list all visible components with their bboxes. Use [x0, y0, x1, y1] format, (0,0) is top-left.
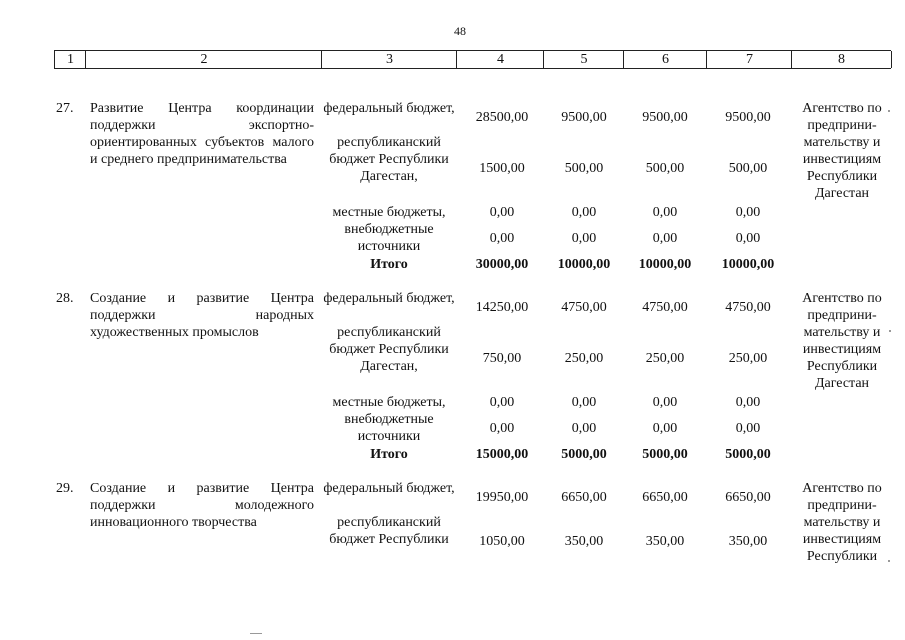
value-cell: 0,00	[652, 395, 678, 410]
value-cell: 0,00	[652, 421, 678, 436]
source-extrabudgetary: внебюджетные источники	[344, 222, 434, 254]
scan-speck	[250, 633, 262, 634]
value-cell: 0,00	[571, 421, 597, 436]
value-cell: 14250,00	[475, 300, 529, 315]
value-cell: 6650,00	[725, 490, 771, 505]
value-cell: 250,00	[728, 351, 768, 366]
value-cell: 500,00	[645, 161, 685, 176]
value-cell: 0,00	[571, 205, 597, 220]
row-number: 29.	[56, 481, 74, 496]
scan-speck	[888, 560, 890, 562]
value-cell: 0,00	[652, 231, 678, 246]
source-extrabudgetary: внебюджетные источники	[344, 412, 434, 444]
source-republican: республиканский бюджет Республики Дагестан,	[329, 135, 449, 184]
total-label: Итого	[370, 257, 408, 272]
total-value: 10000,00	[638, 257, 692, 272]
event-title: Создание и развитие Центра поддержки народных художественных промыслов	[90, 291, 314, 340]
value-cell: 1050,00	[479, 534, 525, 549]
value-cell: 0,00	[735, 205, 761, 220]
value-cell: 0,00	[571, 231, 597, 246]
value-cell: 9500,00	[642, 110, 688, 125]
column-header-7: 7	[706, 51, 792, 68]
value-cell: 350,00	[645, 534, 685, 549]
value-cell: 0,00	[489, 231, 515, 246]
value-cell: 500,00	[728, 161, 768, 176]
value-cell: 350,00	[728, 534, 768, 549]
value-cell: 19950,00	[475, 490, 529, 505]
column-header-5: 5	[543, 51, 624, 68]
table-header	[54, 50, 891, 69]
value-cell: 4750,00	[725, 300, 771, 315]
event-title: Создание и развитие Центра поддержки молодежного инновационного творчества	[90, 481, 314, 530]
value-cell: 250,00	[645, 351, 685, 366]
value-cell: 0,00	[735, 231, 761, 246]
total-value: 5000,00	[561, 447, 607, 462]
responsible-agency: Агентство по предприни-мательству и инвестициям Республики Дагестан	[802, 291, 882, 391]
value-cell: 9500,00	[561, 110, 607, 125]
value-cell: 6650,00	[561, 490, 607, 505]
total-value: 30000,00	[475, 257, 529, 272]
column-header-6: 6	[623, 51, 707, 68]
total-value: 10000,00	[557, 257, 611, 272]
value-cell: 350,00	[564, 534, 604, 549]
total-value: 5000,00	[725, 447, 771, 462]
column-header-3: 3	[321, 51, 457, 68]
value-cell: 0,00	[489, 395, 515, 410]
value-cell: 0,00	[489, 205, 515, 220]
value-cell: 500,00	[564, 161, 604, 176]
value-cell: 4750,00	[561, 300, 607, 315]
value-cell: 6650,00	[642, 490, 688, 505]
value-cell: 28500,00	[475, 110, 529, 125]
responsible-agency: Агентство по предприни-мательству и инвестициям Республики Дагестан	[802, 101, 882, 201]
responsible-agency: Агентство по предприни-мательству и инвестициям Республики	[802, 481, 882, 564]
value-cell: 1500,00	[479, 161, 525, 176]
scan-speck	[889, 330, 891, 332]
value-cell: 4750,00	[642, 300, 688, 315]
source-republican: республиканский бюджет Республики	[329, 515, 449, 547]
value-cell: 750,00	[482, 351, 522, 366]
total-value: 10000,00	[721, 257, 775, 272]
row-number: 27.	[56, 101, 74, 116]
total-value: 15000,00	[475, 447, 529, 462]
source-republican: республиканский бюджет Республики Дагестан,	[329, 325, 449, 374]
column-header-8: 8	[791, 51, 892, 68]
value-cell: 250,00	[564, 351, 604, 366]
total-label: Итого	[370, 447, 408, 462]
source-federal: федеральный бюджет,	[323, 291, 455, 306]
column-header-2: 2	[85, 51, 322, 68]
source-local: местные бюджеты,	[332, 395, 446, 410]
row-number: 28.	[56, 291, 74, 306]
value-cell: 0,00	[571, 395, 597, 410]
value-cell: 0,00	[735, 421, 761, 436]
source-local: местные бюджеты,	[332, 205, 446, 220]
value-cell: 0,00	[652, 205, 678, 220]
value-cell: 0,00	[489, 421, 515, 436]
scan-speck	[888, 110, 890, 112]
value-cell: 0,00	[735, 395, 761, 410]
total-value: 5000,00	[642, 447, 688, 462]
source-federal: федеральный бюджет,	[323, 101, 455, 116]
source-federal: федеральный бюджет,	[323, 481, 455, 496]
column-header-4: 4	[456, 51, 544, 68]
column-header-1: 1	[54, 51, 86, 68]
value-cell: 9500,00	[725, 110, 771, 125]
event-title: Развитие Центра координации поддержки экспортно-ориентированных субъектов малого и среднего предпринимательства	[90, 101, 314, 167]
page-number: 48	[454, 24, 466, 38]
